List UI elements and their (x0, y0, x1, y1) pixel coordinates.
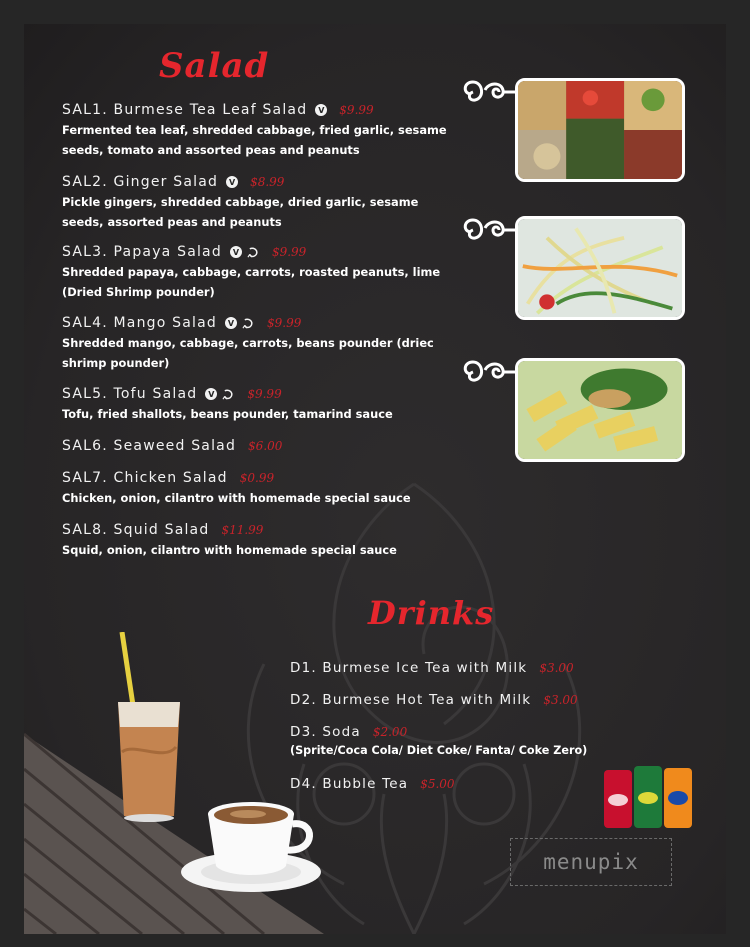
menu-item-d2 (290, 692, 578, 708)
item-description: (Sprite/Coca Cola/ Diet Coke/ Fanta/ Coke Zero) (290, 744, 588, 757)
item-description: (Dried Shrimp pounder) (62, 285, 215, 299)
shrimp-icon (222, 388, 235, 401)
item-price: $5.00 (420, 777, 455, 791)
vegan-badge-icon: V (225, 317, 237, 329)
menu-item-sal8 (62, 522, 482, 560)
papaya-salad-photo (515, 216, 685, 320)
item-description: Shredded mango, cabbage, carrots, beans pounder (driec (62, 336, 434, 350)
item-description: Fermented tea leaf, shredded cabbage, fried garlic, sesame (62, 123, 447, 137)
menu-item-sal2 (62, 174, 482, 232)
item-description: shrimp pounder) (62, 356, 170, 370)
item-price: $3.00 (539, 661, 574, 675)
item-price: $2.00 (372, 725, 408, 739)
iced-tea-glass-image (114, 632, 184, 822)
menu-page (24, 24, 726, 934)
item-price: $9.99 (339, 103, 374, 117)
hot-tea-cup-image (176, 784, 326, 894)
item-name: SAL4. Mango Salad (62, 315, 217, 331)
menupix-watermark: menupix (510, 838, 672, 886)
menu-item-sal3 (62, 244, 482, 302)
item-name: D4. Bubble Tea (290, 776, 409, 792)
item-name: SAL3. Papaya Salad (62, 244, 222, 260)
item-price: $9.99 (267, 316, 302, 330)
item-price: $9.99 (247, 387, 282, 401)
item-price: $6.00 (248, 439, 283, 453)
menu-item-sal6 (62, 438, 482, 454)
item-description: Squid, onion, cilantro with homemade special sauce (62, 543, 397, 557)
menu-item-d1 (290, 660, 574, 676)
drinks-heading: Drinks (368, 594, 495, 632)
vegan-badge-icon: V (226, 176, 238, 188)
item-description: Pickle gingers, shredded cabbage, dried garlic, sesame (62, 195, 419, 209)
papaya-salad-photo-group (459, 212, 711, 324)
item-price: $0.99 (239, 471, 275, 485)
vegan-badge-icon: V (230, 246, 242, 258)
vegan-badge-icon: V (315, 104, 327, 116)
item-name: D1. Burmese Ice Tea with Milk (290, 660, 528, 676)
item-name: SAL7. Chicken Salad (62, 470, 228, 486)
soda-cans-image (602, 764, 694, 830)
menu-item-sal4 (62, 315, 482, 373)
item-description: Chicken, onion, cilantro with homemade special sauce (62, 491, 411, 505)
item-description: seeds, tomato and assorted peas and peanuts (62, 143, 360, 157)
item-name: SAL6. Seaweed Salad (62, 438, 237, 454)
item-name: SAL1. Burmese Tea Leaf Salad (62, 102, 308, 118)
tea-leaf-salad-photo-group (459, 74, 711, 186)
item-name: D3. Soda (290, 724, 361, 740)
mango-salad-photo (515, 358, 685, 462)
menu-item-sal1 (62, 102, 482, 160)
menu-item-sal7 (62, 470, 482, 508)
menu-item-d3 (290, 724, 587, 757)
shrimp-icon (247, 246, 260, 259)
mango-salad-photo-group (459, 354, 711, 466)
item-price: $3.00 (543, 693, 578, 707)
item-price: $11.99 (221, 523, 264, 537)
salad-heading: Salad (159, 46, 270, 86)
vegan-badge-icon: V (205, 388, 217, 400)
item-price: $9.99 (271, 245, 307, 259)
item-description: seeds, assorted peas and peanuts (62, 215, 282, 229)
item-name: SAL5. Tofu Salad (62, 386, 198, 402)
item-name: SAL8. Squid Salad (62, 522, 210, 538)
item-name: SAL2. Ginger Salad (62, 174, 219, 190)
item-price: $8.99 (250, 175, 285, 189)
item-description: Shredded papaya, cabbage, carrots, roasted peanuts, lime (62, 265, 441, 279)
menu-item-sal5 (62, 386, 482, 424)
tea-leaf-salad-photo (515, 78, 685, 182)
item-name: D2. Burmese Hot Tea with Milk (290, 692, 532, 708)
item-description: Tofu, fried shallots, beans pounder, tamarind sauce (62, 407, 393, 421)
shrimp-icon (242, 317, 255, 330)
